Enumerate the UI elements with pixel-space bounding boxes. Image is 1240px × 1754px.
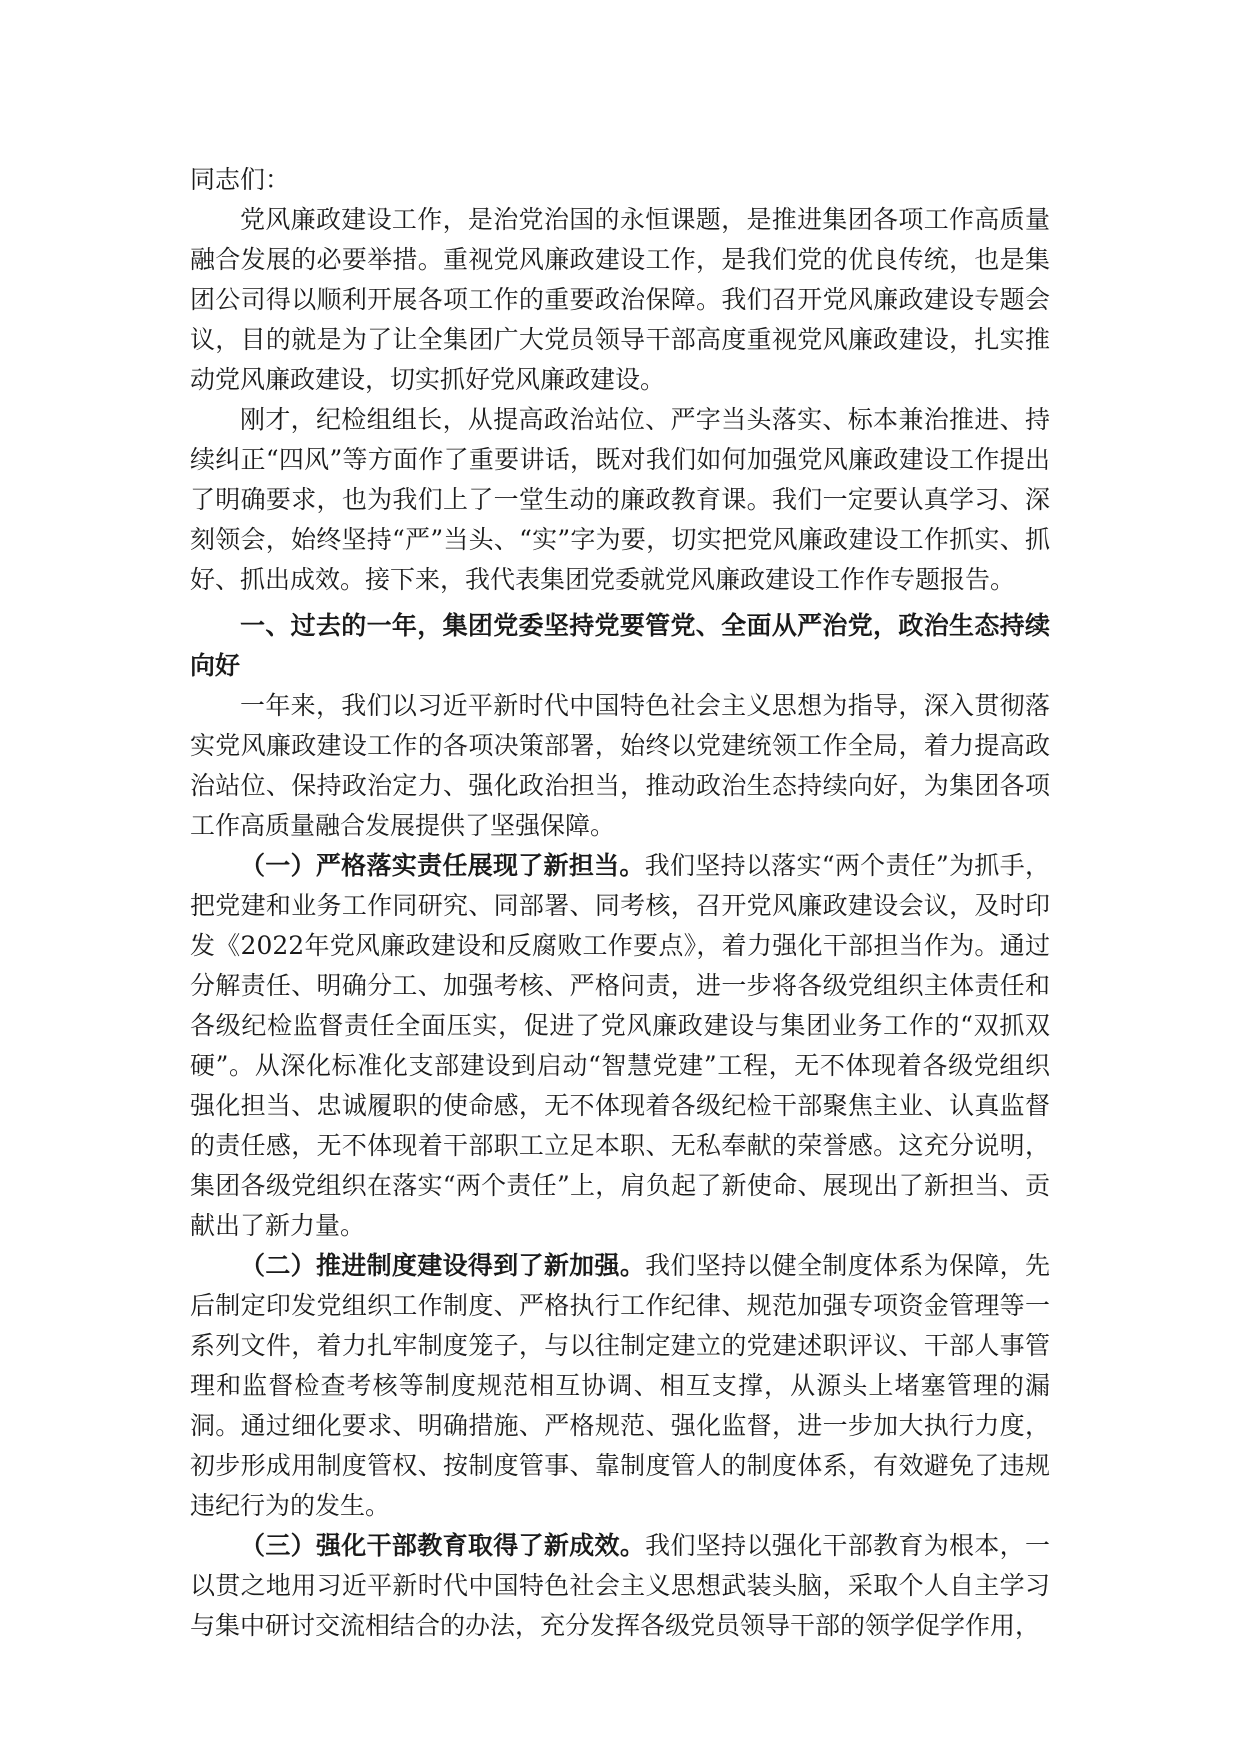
- intro-paragraph-2: 刚才，纪检组组长，从提高政治站位、严字当头落实、标本兼治推进、持续纠正“四风”等方面作了重要讲话，既对我们如何加强党风廉政建设工作提出了明确要求，也为我们上了一堂生动的廉政教育课。我们一定要认真学习、深刻领会，始终坚持“严”当头、“实”字为要，切实把党风廉政建设工作抓实、抓好、抓出成效。接下来，我代表集团党委就党风廉政建设工作作专题报告。: [190, 405, 1050, 594]
- document-page: [190, 160, 1050, 1646]
- section-1-heading: 一、过去的一年，集团党委坚持党要管党、全面从严治党，政治生态持续向好: [190, 611, 1050, 680]
- subsection-3: [190, 1526, 1050, 1646]
- salutation: 同志们：: [190, 165, 291, 194]
- subsection-1-lead: （一）严格落实责任展现了新担当。: [240, 851, 645, 880]
- subsection-2: [190, 1246, 1050, 1526]
- subsection-2-lead: （二）推进制度建设得到了新加强。: [240, 1251, 646, 1280]
- subsection-1-text: 我们坚持以落实“两个责任”为抓手，把党建和业务工作同研究、同部署、同考核，召开党风廉政建设会议，及时印发《2022年党风廉政建设和反腐败工作要点》，着力强化干部担当作为。通过分解责任、明确分工、加强考核、严格问责，进一步将各级党组织主体责任和各级纪检监督责任全面压实，促进了党风廉政建设与集团业务工作的“双抓双硬”。从深化标准化支部建设到启动“智慧党建”工程，无不体现着各级党组织强化担当、忠诚履职的使命感，无不体现着各级纪检干部聚焦主业、认真监督的责任感，无不体现着干部职工立足本职、无私奉献的荣誉感。这充分说明，集团各级党组织在落实“两个责任”上，肩负起了新使命、展现出了新担当、贡献出了新力量。: [190, 851, 1050, 1240]
- subsection-3-lead: （三）强化干部教育取得了新成效。: [240, 1531, 646, 1560]
- subsection-1: [190, 846, 1050, 1246]
- section-1-body: 一年来，我们以习近平新时代中国特色社会主义思想为指导，深入贯彻落实党风廉政建设工作的各项决策部署，始终以党建统领工作全局，着力提高政治站位、保持政治定力、强化政治担当，推动政治生态持续向好，为集团各项工作高质量融合发展提供了坚强保障。: [190, 691, 1050, 840]
- subsection-3-text: 我们坚持以强化干部教育为根本，一以贯之地用习近平新时代中国特色社会主义思想武装头脑，采取个人自主学习与集中研讨交流相结合的办法，充分发挥各级党员领导干部的领学促学作用，: [190, 1531, 1050, 1640]
- subsection-2-text: 我们坚持以健全制度体系为保障，先后制定印发党组织工作制度、严格执行工作纪律、规范加强专项资金管理等一系列文件，着力扎牢制度笼子，与以往制定建立的党建述职评议、干部人事管理和监督检查考核等制度规范相互协调、相互支撑，从源头上堵塞管理的漏洞。通过细化要求、明确措施、严格规范、强化监督，进一步加大执行力度，初步形成用制度管权、按制度管事、靠制度管人的制度体系，有效避免了违规违纪行为的发生。: [190, 1251, 1050, 1520]
- intro-paragraph-1: 党风廉政建设工作，是治党治国的永恒课题，是推进集团各项工作高质量融合发展的必要举措。重视党风廉政建设工作，是我们党的优良传统，也是集团公司得以顺利开展各项工作的重要政治保障。我们召开党风廉政建设专题会议，目的就是为了让全集团广大党员领导干部高度重视党风廉政建设，扎实推动党风廉政建设，切实抓好党风廉政建设。: [190, 205, 1050, 394]
